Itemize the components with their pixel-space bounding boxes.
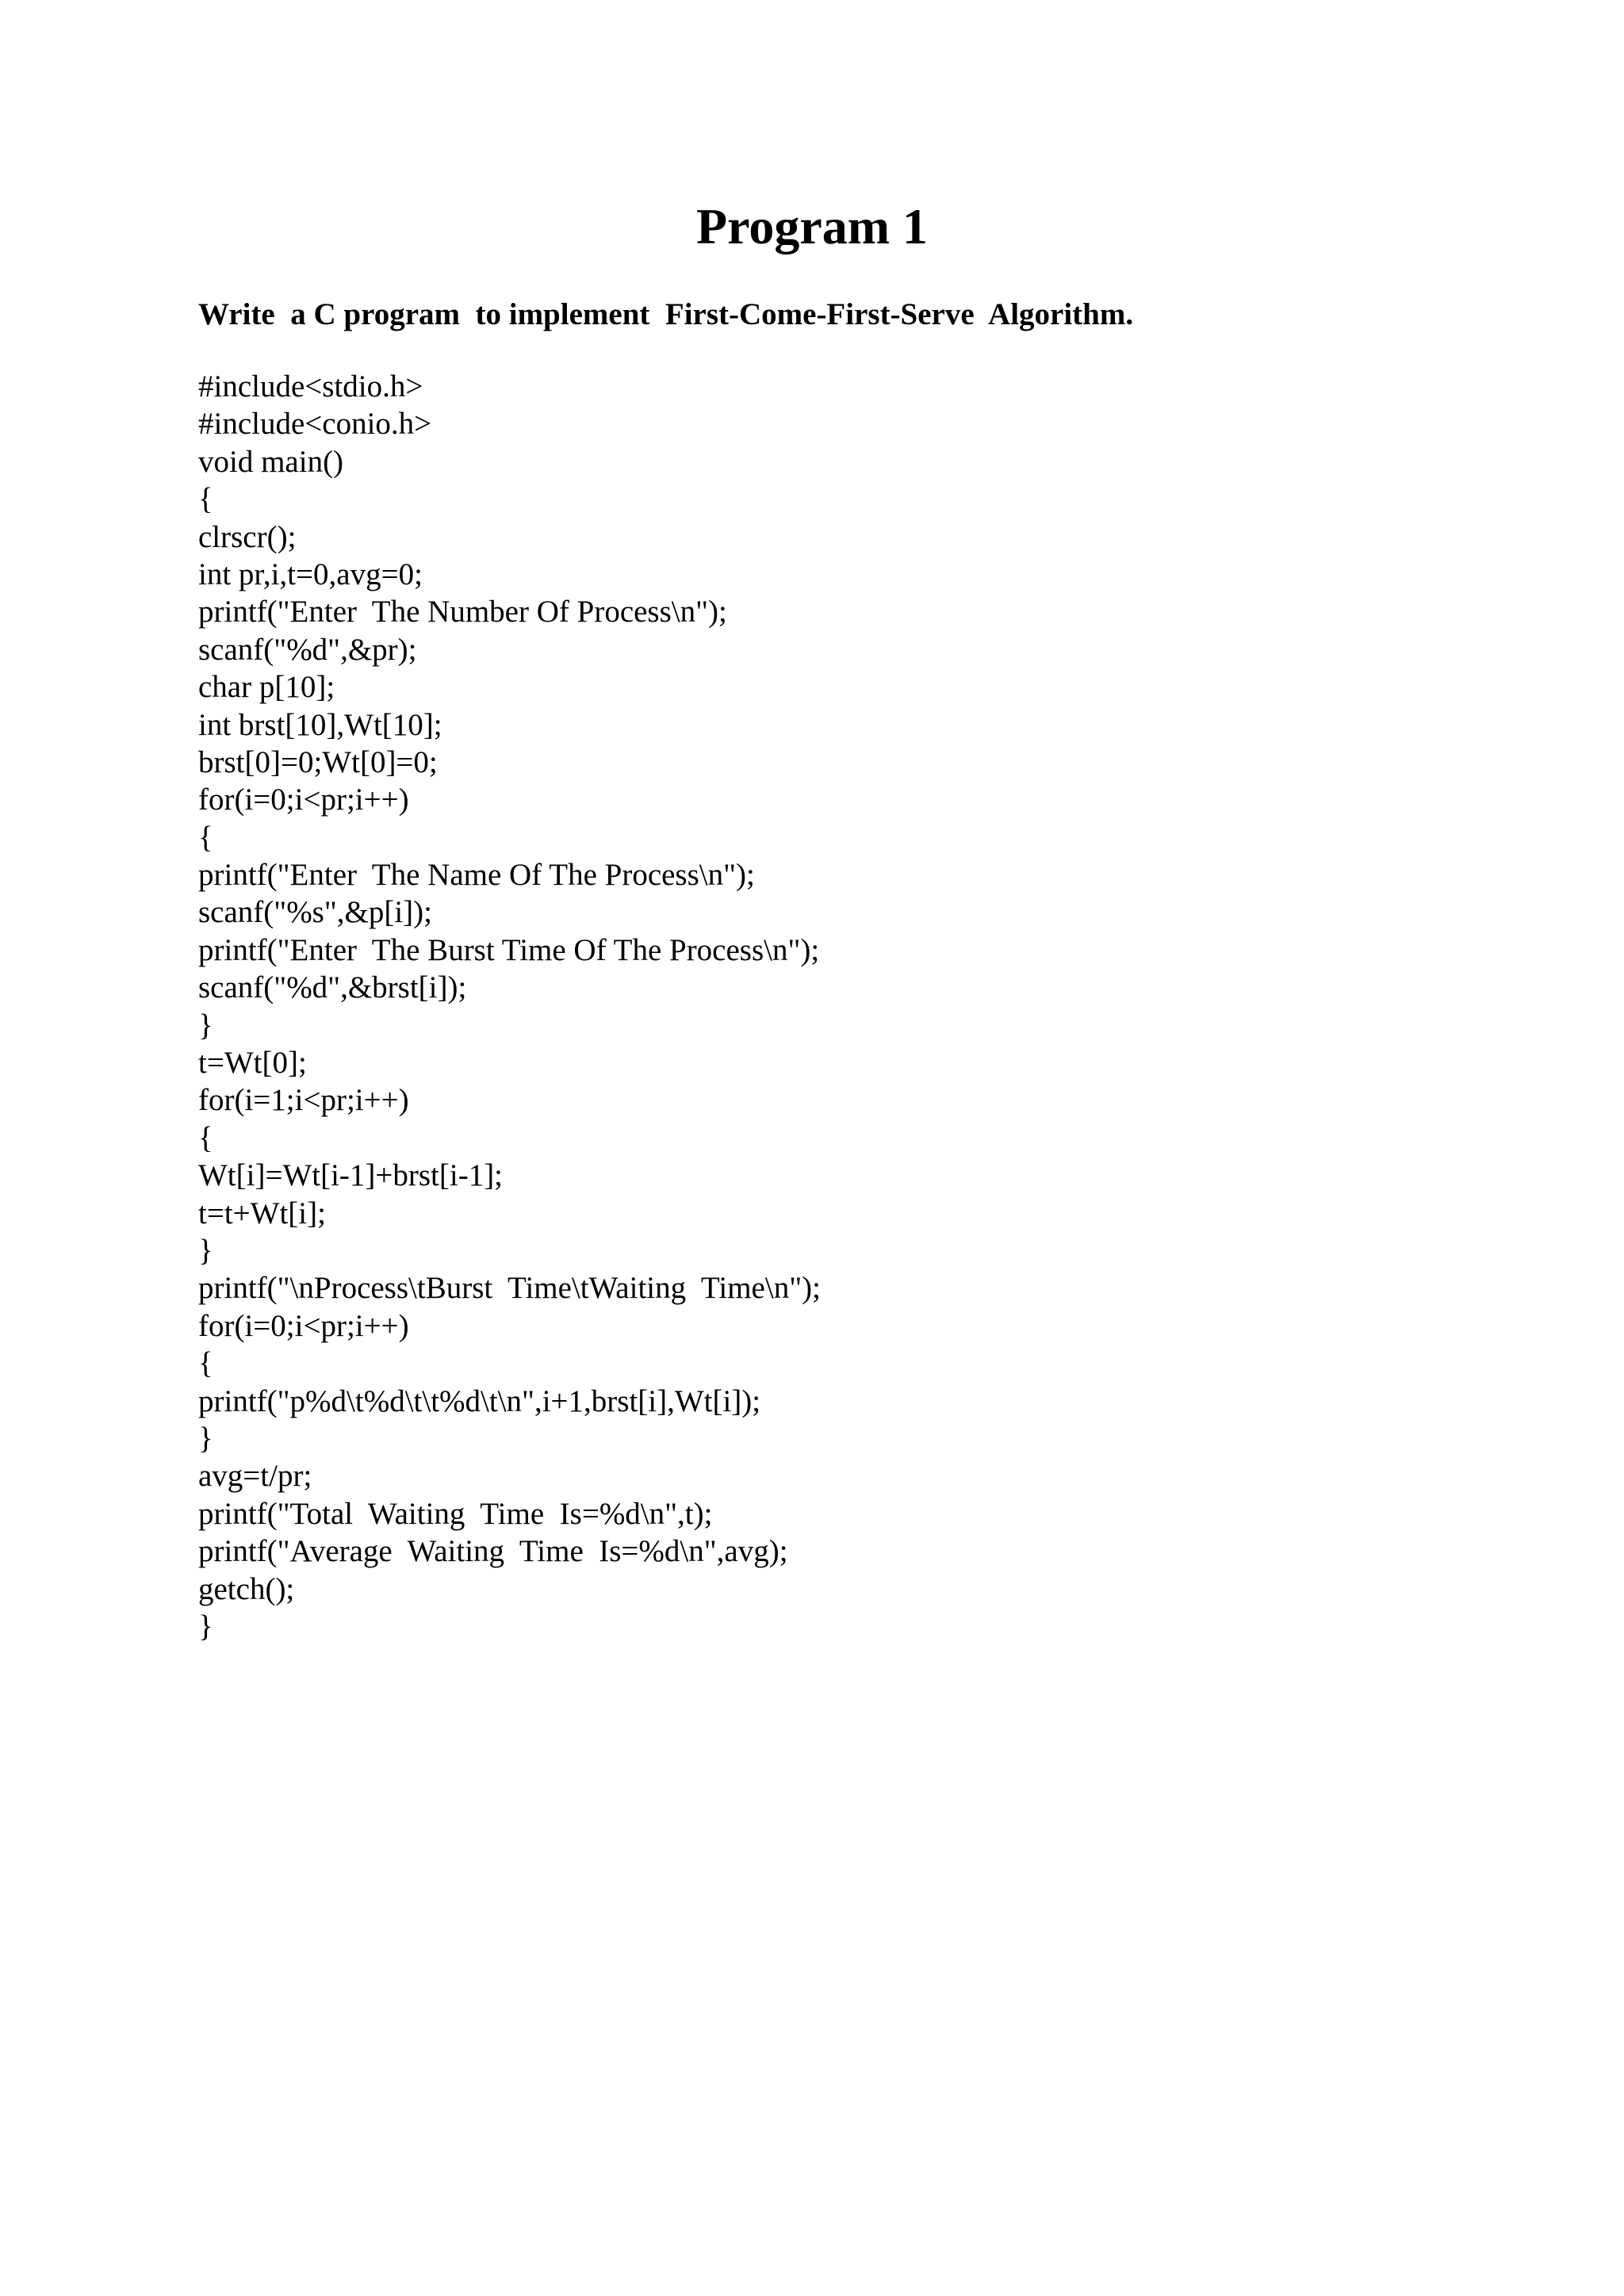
code-line: {: [198, 482, 213, 517]
code-line: {: [198, 1120, 213, 1155]
code-line: scanf("%d",&brst[i]);: [198, 970, 467, 1005]
page-title: Program 1: [695, 198, 929, 254]
assignment-statement: Write a C program to implement First-Come-First-Serve Algorithm.: [198, 297, 1134, 331]
code-line: #include<stdio.h>: [198, 369, 423, 404]
code-line: {: [198, 1346, 213, 1381]
code-line: printf("p%d\t%d\t\t%d\t\n",i+1,brst[i],Wt[i]);: [198, 1383, 761, 1418]
code-line: printf("Total Waiting Time Is=%d\n",t);: [198, 1496, 713, 1531]
code-line: int pr,i,t=0,avg=0;: [198, 557, 423, 591]
code-line: printf("Enter The Number Of Process\n");: [198, 595, 727, 629]
code-line: printf("\nProcess\tBurst Time\tWaiting Time\n");: [198, 1271, 821, 1306]
code-line: t=Wt[0];: [198, 1046, 307, 1081]
code-line: getch();: [198, 1571, 295, 1606]
code-line: Wt[i]=Wt[i-1]+brst[i-1];: [198, 1158, 504, 1193]
code-line: avg=t/pr;: [198, 1459, 312, 1494]
code-line: clrscr();: [198, 519, 297, 554]
code-line: #include<conio.h>: [198, 407, 432, 442]
code-line: t=t+Wt[i];: [198, 1196, 326, 1230]
code-line: }: [198, 1421, 213, 1456]
code-line: for(i=0;i<pr;i++): [198, 783, 409, 817]
code-line: printf("Enter The Name Of The Process\n");: [198, 858, 755, 893]
code-line: printf("Average Waiting Time Is=%d\n",avg);: [198, 1534, 788, 1569]
code-line: }: [198, 1233, 213, 1268]
code-line: brst[0]=0;Wt[0]=0;: [198, 744, 438, 779]
code-line: }: [198, 1609, 213, 1644]
code-line: int brst[10],Wt[10];: [198, 707, 442, 742]
code-line: scanf("%s",&p[i]);: [198, 895, 432, 930]
code-line: {: [198, 820, 213, 855]
code-line: printf("Enter The Burst Time Of The Process\n");: [198, 932, 820, 967]
code-line: }: [198, 1008, 213, 1043]
code-line: for(i=1;i<pr;i++): [198, 1083, 409, 1118]
code-line: scanf("%d",&pr);: [198, 632, 417, 667]
code-line: for(i=0;i<pr;i++): [198, 1308, 409, 1343]
code-line: void main(): [198, 444, 344, 479]
code-listing: [198, 368, 1546, 1645]
code-line: char p[10];: [198, 670, 335, 705]
